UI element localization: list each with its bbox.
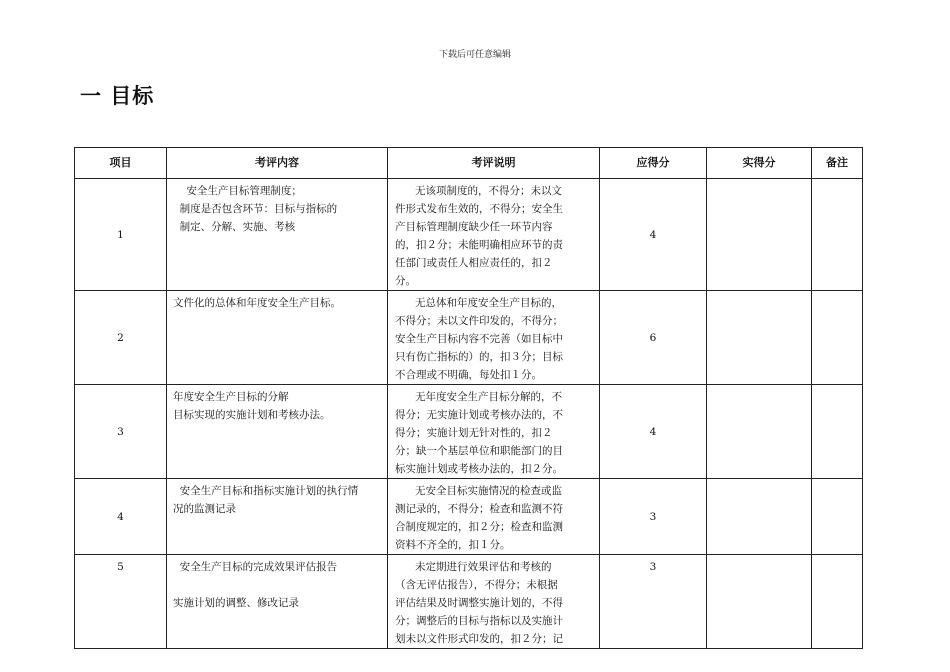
content-line: 目标实现的实施计划和考核办法。: [173, 409, 331, 421]
description-line: 资料不齐全的，扣１分。: [395, 539, 511, 551]
description-line: 划未以文件形式印发的，扣２分；记: [395, 633, 563, 645]
description-line: 得分；实施计划无针对性的，扣２: [395, 427, 553, 439]
description-line: （含无评估报告），不得分；未根据: [395, 579, 558, 591]
cell-item: 1: [75, 179, 167, 291]
cell-actual-score[interactable]: [707, 385, 812, 479]
description-line: 分；调整后的目标与指标以及实施计: [395, 615, 563, 627]
content-line: 制定、分解、实施、考核: [173, 221, 296, 233]
content-line: 安全生产目标的完成效果评估报告: [173, 561, 338, 573]
description-line: 合制度规定的，扣２分；检查和监测: [395, 521, 563, 533]
description-line: 只有伤亡指标的）的，扣３分；目标: [395, 351, 563, 363]
content-line: 安全生产目标和指标实施计划的执行情: [173, 485, 359, 497]
header-item: 项目: [75, 148, 167, 179]
table-header-row: [75, 148, 863, 179]
header-note: 下载后可任意编辑: [438, 50, 511, 60]
description-line: 测记录的，不得分；检查和监测不符: [395, 503, 563, 515]
cell-remark[interactable]: [812, 291, 863, 385]
cell-description: [388, 555, 600, 649]
section-title: 一 目标: [80, 84, 155, 108]
table-row: [75, 555, 863, 649]
content-line: [173, 576, 381, 594]
description-line: 得分；无实施计划或考核办法的，不: [395, 409, 563, 421]
cell-remark[interactable]: [812, 179, 863, 291]
cell-due-score: 4: [600, 179, 707, 291]
cell-content: [167, 179, 388, 291]
cell-actual-score[interactable]: [707, 291, 812, 385]
content-line: 实施计划的调整、修改记录: [173, 597, 299, 609]
header-due-score: 应得分: [600, 148, 707, 179]
header-description: 考评说明: [388, 148, 600, 179]
cell-content: [167, 555, 388, 649]
description-line: 评估结果及时调整实施计划的，不得: [395, 597, 563, 609]
cell-item: 3: [75, 385, 167, 479]
content-line: 制度是否包含环节：目标与指标的: [173, 203, 338, 215]
cell-due-score: 6: [600, 291, 707, 385]
cell-item: 2: [75, 291, 167, 385]
header-content: 考评内容: [167, 148, 388, 179]
description-line: 标实施计划或考核办法的，扣２分。: [395, 463, 563, 475]
cell-due-score: 3: [600, 555, 707, 649]
content-line: 文件化的总体和年度安全生产目标。: [173, 297, 341, 309]
cell-actual-score[interactable]: [707, 179, 812, 291]
table-row: [75, 291, 863, 385]
description-line: 无该项制度的，不得分；未以文: [395, 185, 563, 197]
header-remark: 备注: [812, 148, 863, 179]
cell-description: [388, 479, 600, 555]
description-line: 无安全目标实施情况的检查或监: [395, 485, 563, 497]
cell-remark[interactable]: [812, 479, 863, 555]
table-row: [75, 179, 863, 291]
cell-description: [388, 385, 600, 479]
header-actual-score: 实得分: [707, 148, 812, 179]
description-line: 的，扣２分；未能明确相应环节的责: [395, 239, 563, 251]
description-line: 件形式发布生效的，不得分；安全生: [395, 203, 563, 215]
content-line: 况的监测记录: [173, 503, 236, 515]
description-line: 产目标管理制度缺少任一环节内容: [395, 221, 553, 233]
cell-content: [167, 291, 388, 385]
cell-item: 5: [75, 555, 167, 649]
cell-actual-score[interactable]: [707, 555, 812, 649]
cell-item: 4: [75, 479, 167, 555]
cell-actual-score[interactable]: [707, 479, 812, 555]
cell-content: [167, 479, 388, 555]
description-line: 分；缺一个基层单位和职能部门的目: [395, 445, 563, 457]
description-line: 分。: [395, 275, 416, 287]
cell-description: [388, 179, 600, 291]
cell-due-score: 4: [600, 385, 707, 479]
description-line: 不合理或不明确，每处扣１分。: [395, 369, 542, 381]
cell-remark[interactable]: [812, 555, 863, 649]
evaluation-table: [74, 147, 863, 649]
description-line: 无总体和年度安全生产目标的，: [395, 297, 563, 309]
cell-due-score: 3: [600, 479, 707, 555]
cell-content: [167, 385, 388, 479]
table-row: [75, 385, 863, 479]
description-line: 任部门或责任人相应责任的，扣２: [395, 257, 553, 269]
table-row: [75, 479, 863, 555]
cell-description: [388, 291, 600, 385]
description-line: 安全生产目标内容不完善（如目标中: [395, 333, 563, 345]
description-line: 未定期进行效果评估和考核的: [395, 561, 552, 573]
content-line: 年度安全生产目标的分解: [173, 391, 289, 403]
description-line: 不得分；未以文件印发的，不得分；: [395, 315, 563, 327]
cell-remark[interactable]: [812, 385, 863, 479]
description-line: 无年度安全生产目标分解的，不: [395, 391, 563, 403]
content-line: 安全生产目标管理制度；: [173, 185, 302, 197]
